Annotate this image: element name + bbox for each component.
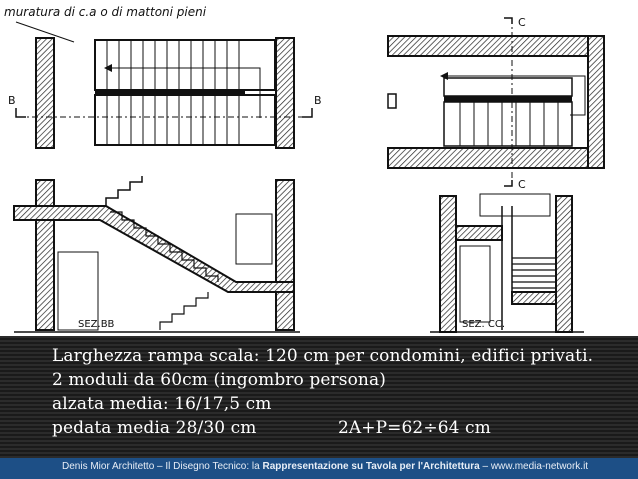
section-cc [430, 194, 584, 332]
stair-formula: 2A+P=62÷64 cm [338, 418, 491, 438]
footer-bold: Rappresentazione su Tavola per l'Architettura [262, 461, 480, 472]
cut-c-bottom-label: C [518, 178, 526, 191]
section-bb-label: SEZ.BB [78, 319, 115, 330]
caption-panel [0, 336, 638, 458]
footer-credit [62, 461, 588, 472]
footer-suffix: – www.media-network.it [479, 461, 589, 472]
footer-prefix: Denis Mior Architetto – Il Disegno Tecnico: la [62, 461, 263, 472]
footer-bar [0, 458, 638, 479]
caption-line-width: Larghezza rampa scala: 120 cm per condomini, edifici privati. [52, 346, 594, 366]
plan-c [388, 18, 604, 186]
tread-text: pedata media 28/30 cm [52, 418, 257, 438]
cut-b-right-label: B [314, 94, 322, 107]
plan-b [16, 22, 312, 148]
cut-c-top-label: C [518, 16, 526, 29]
caption-line-modules: 2 moduli da 60cm (ingombro persona) [52, 370, 386, 390]
wall-material-label: muratura di c.a o di mattoni pieni [4, 5, 207, 19]
section-cc-label: SEZ. CC. [462, 319, 506, 330]
section-bb [14, 176, 300, 332]
cut-b-left-label: B [8, 94, 16, 107]
caption-line-riser: alzata media: 16/17,5 cm [52, 394, 272, 414]
caption-line-tread [52, 418, 491, 438]
